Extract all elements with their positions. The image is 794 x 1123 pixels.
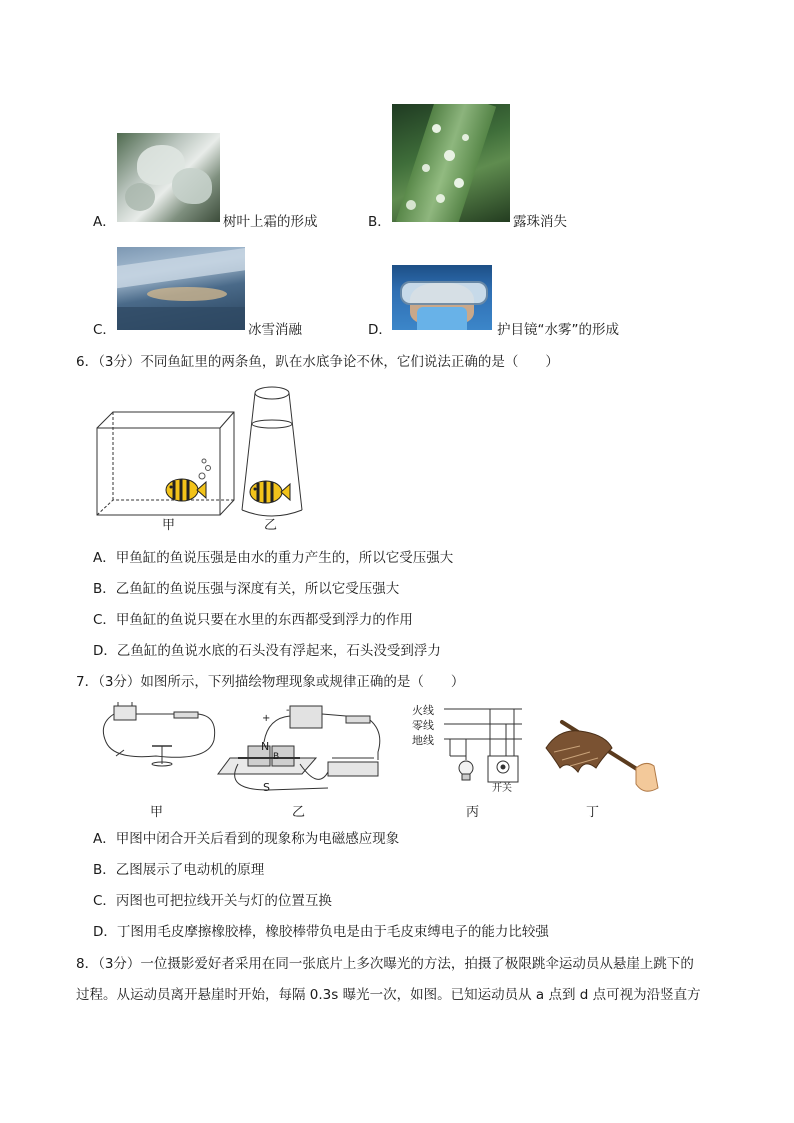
q7-label-ding: 丁	[586, 805, 600, 820]
figure-ding-fur-rod	[540, 712, 660, 798]
goggles-fog-photo	[392, 265, 492, 330]
tank-jia	[97, 412, 234, 515]
q8-stem-line2: 过程。从运动员离开悬崖时开始，每隔 0.3s 曝光一次，如图。已知运动员从 a 点到 d 点可视为沿竖直方	[76, 987, 701, 1003]
q7-label-bing: 丙	[466, 805, 480, 820]
q6-option-a: A．甲鱼缸的鱼说压强是由水的重力产生的，所以它受压强大	[93, 550, 454, 566]
q7-magnet-s: S	[263, 781, 270, 794]
fish-yi-icon	[250, 481, 290, 503]
dew-drops-photo	[392, 104, 510, 222]
q7-magnet-n: N	[261, 740, 270, 753]
q7-ground-wire-label: 地线	[412, 734, 434, 747]
q7-zero-wire-label: 零线	[412, 719, 434, 732]
q7-minus-sign: -	[286, 705, 290, 716]
q7-fire-wire-label: 火线	[412, 704, 434, 717]
q6-label-jia: 甲	[162, 518, 176, 533]
q7-label-jia: 甲	[150, 805, 164, 820]
q5-option-d-letter: D．	[368, 322, 392, 338]
q5-option-a-letter: A．	[93, 214, 116, 230]
q5-option-d-caption: 护目镜“水雾”的形成	[497, 322, 619, 338]
frost-leaf-photo	[117, 133, 220, 222]
q7-magnet-b: B	[273, 752, 280, 762]
q5-option-b-letter: B．	[368, 214, 391, 230]
q5-option-b-caption: 露珠消失	[513, 214, 567, 230]
q7-label-yi: 乙	[292, 805, 306, 820]
q7-plus-sign: +	[262, 713, 271, 724]
q5-option-a-caption: 树叶上霜的形成	[223, 214, 318, 230]
q7-option-b: B．乙图展示了电动机的原理	[93, 862, 265, 878]
fish-jia-icon	[166, 479, 206, 501]
figure-yi-magnet-circuit	[228, 702, 388, 798]
q6-label-yi: 乙	[264, 518, 278, 533]
q6-option-c: C．甲鱼缸的鱼说只要在水里的东西都受到浮力的作用	[93, 612, 413, 628]
q7-option-a: A．甲图中闭合开关后看到的现象称为电磁感应现象	[93, 831, 400, 847]
q5-option-c-caption: 冰雪消融	[248, 322, 302, 338]
q6-stem: 6．（3分）不同鱼缸里的两条鱼，趴在水底争论不休，它们说法正确的是（ ）	[76, 354, 559, 370]
q7-stem: 7．（3分）如图所示，下列描绘物理现象或规律正确的是（ ）	[76, 674, 465, 690]
q6-option-b: B．乙鱼缸的鱼说压强与深度有关，所以它受压强大	[93, 581, 400, 597]
q5-option-c-letter: C．	[93, 322, 116, 338]
figure-jia-oersted-circuit	[96, 700, 220, 772]
q6-option-d: D．乙鱼缸的鱼说水底的石头没有浮起来，石头没受到浮力	[93, 643, 441, 659]
q7-switch-label: 开关	[492, 783, 512, 794]
melting-snow-photo	[117, 247, 245, 330]
q7-option-c: C．丙图也可把拉线开关与灯的位置互换	[93, 893, 332, 909]
fish-tanks-figure	[90, 380, 300, 530]
q8-stem-line1: 8．（3分）一位摄影爱好者采用在同一张底片上多次曝光的方法，拍摄了极限跳伞运动员从悬崖上跳下的	[76, 956, 694, 972]
q7-option-d: D．丁图用毛皮摩擦橡胶棒，橡胶棒带负电是由于毛皮束缚电子的能力比较强	[93, 924, 549, 940]
